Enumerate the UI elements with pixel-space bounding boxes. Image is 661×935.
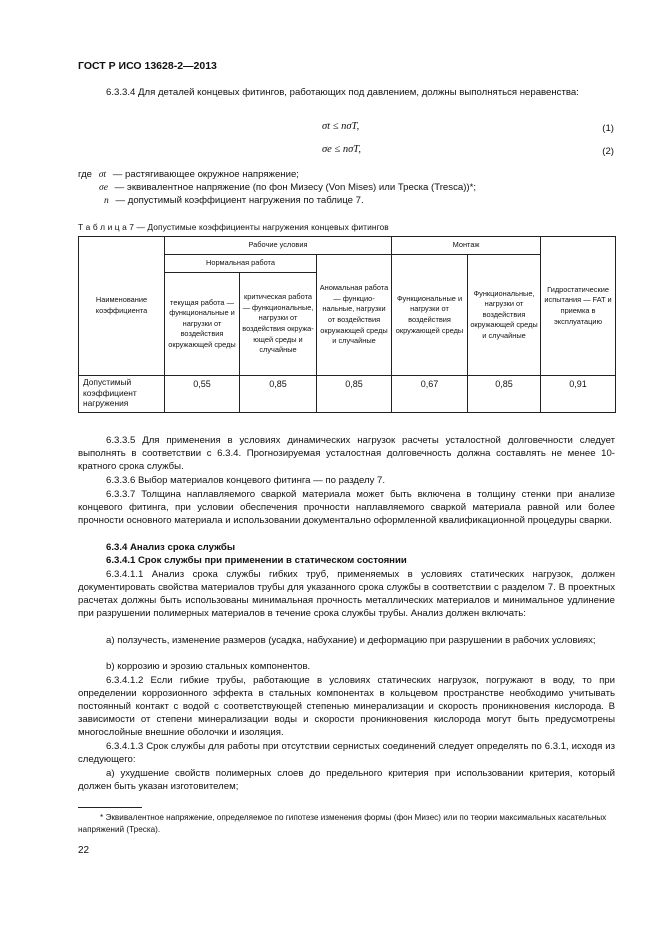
page-number: 22 [78,845,90,856]
footnote-separator [78,807,142,808]
paragraph-6337: 6.3.3.7 Толщина наплавляемого сваркой материала может быть включена в толщину стенки при анализе концевого фитинга, при условии обеспечения прочности наплавляемого сваркой материала равной или более прочности основного материала и использовании документально оформленной квалификационной процедуры сварки. [78,489,615,526]
where-symbol-2: σe [99,182,108,193]
footnote: * Эквивалентное напряжение, определяемое по гипотезе изменения формы (фон Мизес) или по теории максимальных касательных напряжений (Треска). [78,813,607,834]
table-cell: 0,85 [468,376,541,413]
table-cell: 0,85 [240,376,317,413]
where-symbol-3: n [104,195,109,206]
list-item-a: a) ползучесть, изменение размеров (усадка, набухание) и деформацию при разрушении в рабочих условиях; [106,635,596,646]
where-text-2: — эквивалентное напряжение (по фон Мизесу (Von Mises) или Треска (Tresca))*; [114,182,476,193]
header-func-rand: Функциональные, нагрузки от воздействия окружающей среды и случайные [468,255,541,376]
table-cell: 0,55 [165,376,240,413]
where-symbol-1: σt [98,169,107,180]
table-cell: 0,85 [317,376,392,413]
header-current: текущая работа — функциональные и нагрузки от воздействия окружающей среды [165,273,240,376]
where-line-3 [104,195,364,208]
row-label: Допустимый коэффициент нагружения [79,376,165,413]
equation-1-text: σt ≤ nσT, [322,121,360,132]
paragraph-6336: 6.3.3.6 Выбор материалов концевого фитинга — по разделу 7. [106,475,386,486]
list-item-a2: a) ухудшение свойств полимерных слоев до предельного критерия при использовании критерия, который должен быть указан изготовителем; [78,768,615,792]
paragraph-63411: 6.3.4.1.1 Анализ срока службы гибких труб, применяемых в условиях статических нагрузок, должен документировать свойства материалов трубы для указанного срока службы в соответствии с разделом 7. В проектных расчетах должны быть использованы минимальная прочность металлических материалов и минимальное удлинение при разрушении полимерных материалов в течение срока службы трубы. Анализ должен включать: [78,569,615,619]
paragraph-6334: 6.3.3.4 Для деталей концевых фитингов, работающих под давлением, должны выполняться неравенства: [106,87,579,98]
heading-6341: 6.3.4.1 Срок службы при применении в статическом состоянии [106,555,407,566]
paragraph-63413: 6.3.4.1.3 Срок службы для работы при отсутствии сернистых соединений следует определять по 6.3.1, исходя из следующего: [78,741,615,765]
header-func: Функциональные и нагрузки от воздействия окружающей среды [392,255,468,376]
equation-2-number: (2) [602,146,614,157]
header-name: Наименование коэффициента [79,237,165,376]
equation-2-text: σe ≤ nσT, [322,144,361,155]
header-work: Рабочие условия [165,237,392,255]
list-item-b: b) коррозию и эрозию стальных компонентов. [106,661,311,672]
heading-634: 6.3.4 Анализ срока службы [106,542,236,553]
where-text-1: — растягивающее окружное напряжение; [112,169,299,180]
where-line-1 [78,169,299,182]
equation-2 [322,144,361,155]
header-normal: Нормальная работа [165,255,317,273]
document-header: ГОСТ Р ИСО 13628-2—2013 [78,60,217,72]
paragraph-63412: 6.3.4.1.2 Если гибкие трубы, работающие в условиях статических нагрузок, погружают в воду, то при определении коррозионного эффекта в стальных компонентах в кольцевом пространстве необходимо учитывать постоянный контакт с водой с соответствующей степенью минерализации и скорость проникновения кислорода. В зависимости от степени минерализации воды и скорости проникновения кислорода могут быть предусмотрены многослойные внешние оболочки и изоляция. [78,675,615,738]
header-abnormal: Аномальная работа — функциональные, нагрузки от воздействия окружающей среды и случайные [317,255,392,376]
header-critical: критическая работа — функциональные, нагрузки от воздействия окружающей среды и случайные [240,273,317,376]
where-prefix: где [78,169,93,180]
table-caption: Т а б л и ц а 7 — Допустимые коэффициенты нагружения концевых фитингов [78,222,389,232]
table-cell: 0,67 [392,376,468,413]
where-line-2 [99,182,476,195]
header-hydro: Гидростатические испытания — FAT и приемка в эксплуатацию [541,237,616,376]
table-7 [78,236,616,413]
paragraph-6335: 6.3.3.5 Для применения в условиях динамических нагрузок расчеты усталостной долговечности следует выполнять в соответствии с 6.3.4. Прогнозируемая усталостная долговечность должна составлять не менее 10-кратного срока службы. [78,435,615,472]
header-mount: Монтаж [392,237,541,255]
where-text-3: — допустимый коэффициент нагружения по таблице 7. [115,195,364,206]
table-cell: 0,91 [541,376,616,413]
equation-1-number: (1) [602,123,614,134]
equation-1 [322,121,359,132]
